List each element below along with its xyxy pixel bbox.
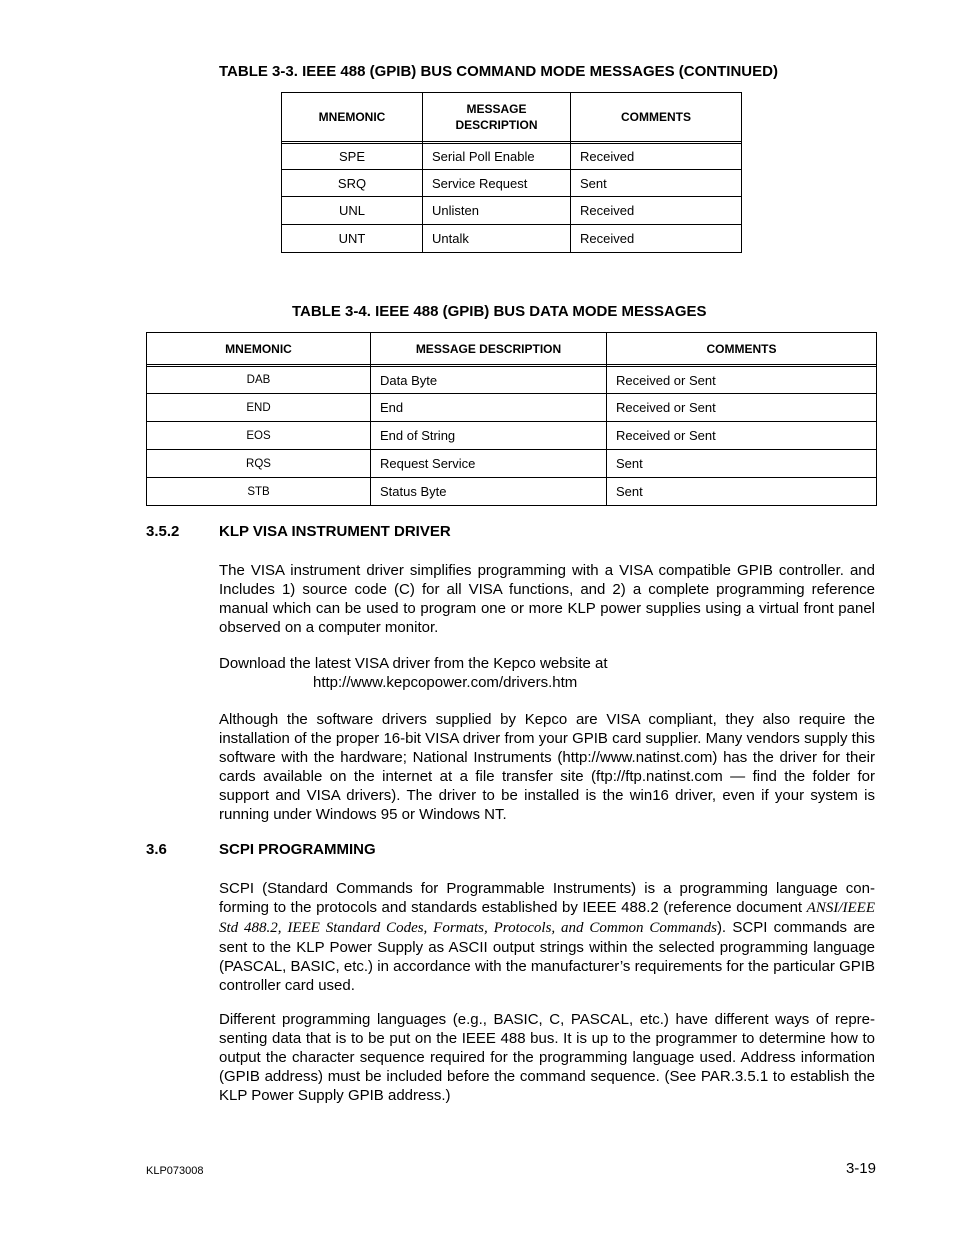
cell-comments: Received or Sent	[607, 394, 877, 422]
cell-description: Status Byte	[371, 478, 607, 506]
cell-description: Service Request	[423, 170, 571, 197]
reference-document-title: ANSI/IEEE Std 488.2, IEEE Standard Codes, Formats, Protocols, and Common Commands	[219, 900, 875, 936]
cell-mnemonic: EOS	[147, 422, 371, 450]
section-title: KLP VISA INSTRUMENT DRIVER	[219, 523, 451, 540]
table-row	[147, 367, 877, 394]
section-number: 3.6	[146, 841, 167, 858]
cell-mnemonic: SPE	[282, 144, 423, 170]
cell-mnemonic: SRQ	[282, 170, 423, 197]
cell-description: Untalk	[423, 225, 571, 253]
cell-description: End	[371, 394, 607, 422]
paragraph: Download the latest VISA driver from the Kepco website at	[219, 655, 608, 672]
cell-mnemonic: UNL	[282, 197, 423, 225]
table-header-mnemonic: MNEMONIC	[147, 333, 371, 365]
paragraph: Different programming languages (e.g., BASIC, C, PASCAL, etc.) have different ways of representing data that is to be put on the IEEE 488 bus. It is up to the programmer to determine how to output the character sequence required for the programming language used. Address information (GPIB address) must be included before the command sequence. (See PAR.3.5.1 to establish the KLP Power Supply GPIB address.)	[219, 1011, 875, 1104]
cell-description: Data Byte	[371, 367, 607, 394]
cell-mnemonic: STB	[147, 478, 371, 506]
table-header-mnemonic: MNEMONIC	[282, 93, 423, 142]
table-header-description: MESSAGE DESCRIPTION	[423, 93, 571, 142]
table-header-description: MESSAGE DESCRIPTION	[371, 333, 607, 365]
table-row	[282, 197, 742, 225]
paragraph-text: SCPI (Standard Commands for Programmable Instruments) is a programming language conforming to the protocols and standards established by IEEE 488.2 (reference document	[219, 880, 875, 916]
cell-comments: Received	[571, 144, 742, 170]
paragraph: Although the software drivers supplied by Kepco are VISA compliant, they also require the installation of the proper 16-bit VISA driver from your GPIB card supplier. Many vendors supply this software with the hardware; National Instruments (http://www.natinst.com) has the driver for their cards available on the internet at a file transfer site (ftp://ftp.natinst.com — find the folder for support and VISA drivers). The driver to be installed is the win16 driver, even if your system is running under Windows 95 or Windows NT.	[219, 711, 875, 823]
download-link[interactable]: http://www.kepcopower.com/drivers.htm	[313, 674, 578, 691]
page-number: 3-19	[845, 1160, 876, 1177]
cell-description: Request Service	[371, 450, 607, 478]
table-row	[282, 144, 742, 170]
table-row	[147, 394, 877, 422]
table-3-4-caption: TABLE 3-4. IEEE 488 (GPIB) BUS DATA MODE MESSAGES	[292, 303, 707, 320]
cell-description: End of String	[371, 422, 607, 450]
table-3-3-caption: TABLE 3-3. IEEE 488 (GPIB) BUS COMMAND MODE MESSAGES (CONTINUED)	[219, 63, 778, 80]
table-3-4	[146, 332, 877, 506]
cell-comments: Received or Sent	[607, 367, 877, 394]
cell-comments: Received	[571, 197, 742, 225]
paragraph-text: ). SCPI commands are sent to the KLP Power Supply as ASCII output strings within the selected programming language (PASCAL, BASIC, etc.) in accordance with the manufacturer’s requirements for the particular GPIB controller card used.	[219, 919, 875, 994]
table-header-comments: COMMENTS	[607, 333, 877, 365]
table-row	[282, 170, 742, 197]
cell-comments: Sent	[571, 170, 742, 197]
cell-comments: Received or Sent	[607, 422, 877, 450]
table-header-comments: COMMENTS	[571, 93, 742, 142]
cell-description: Unlisten	[423, 197, 571, 225]
cell-comments: Sent	[607, 478, 877, 506]
cell-description: Serial Poll Enable	[423, 144, 571, 170]
section-number: 3.5.2	[146, 523, 180, 540]
table-row	[282, 225, 742, 253]
cell-comments: Received	[571, 225, 742, 253]
paragraph	[219, 879, 875, 995]
section-title: SCPI PROGRAMMING	[219, 841, 376, 858]
table-3-3	[281, 92, 742, 253]
cell-mnemonic: END	[147, 394, 371, 422]
table-row	[147, 478, 877, 506]
paragraph: The VISA instrument driver simplifies programming with a VISA compatible GPIB controller. and Includes 1) source code (C) for all VISA functions, and 2) a complete programming reference manual which can be used to program one or more KLP power supplies using a virtual front panel observed on a computer monitor.	[219, 562, 875, 636]
cell-mnemonic: UNT	[282, 225, 423, 253]
document-id: KLP073008	[146, 1165, 204, 1177]
cell-comments: Sent	[607, 450, 877, 478]
cell-mnemonic: DAB	[147, 367, 371, 394]
table-row	[147, 422, 877, 450]
cell-mnemonic: RQS	[147, 450, 371, 478]
table-row	[147, 450, 877, 478]
